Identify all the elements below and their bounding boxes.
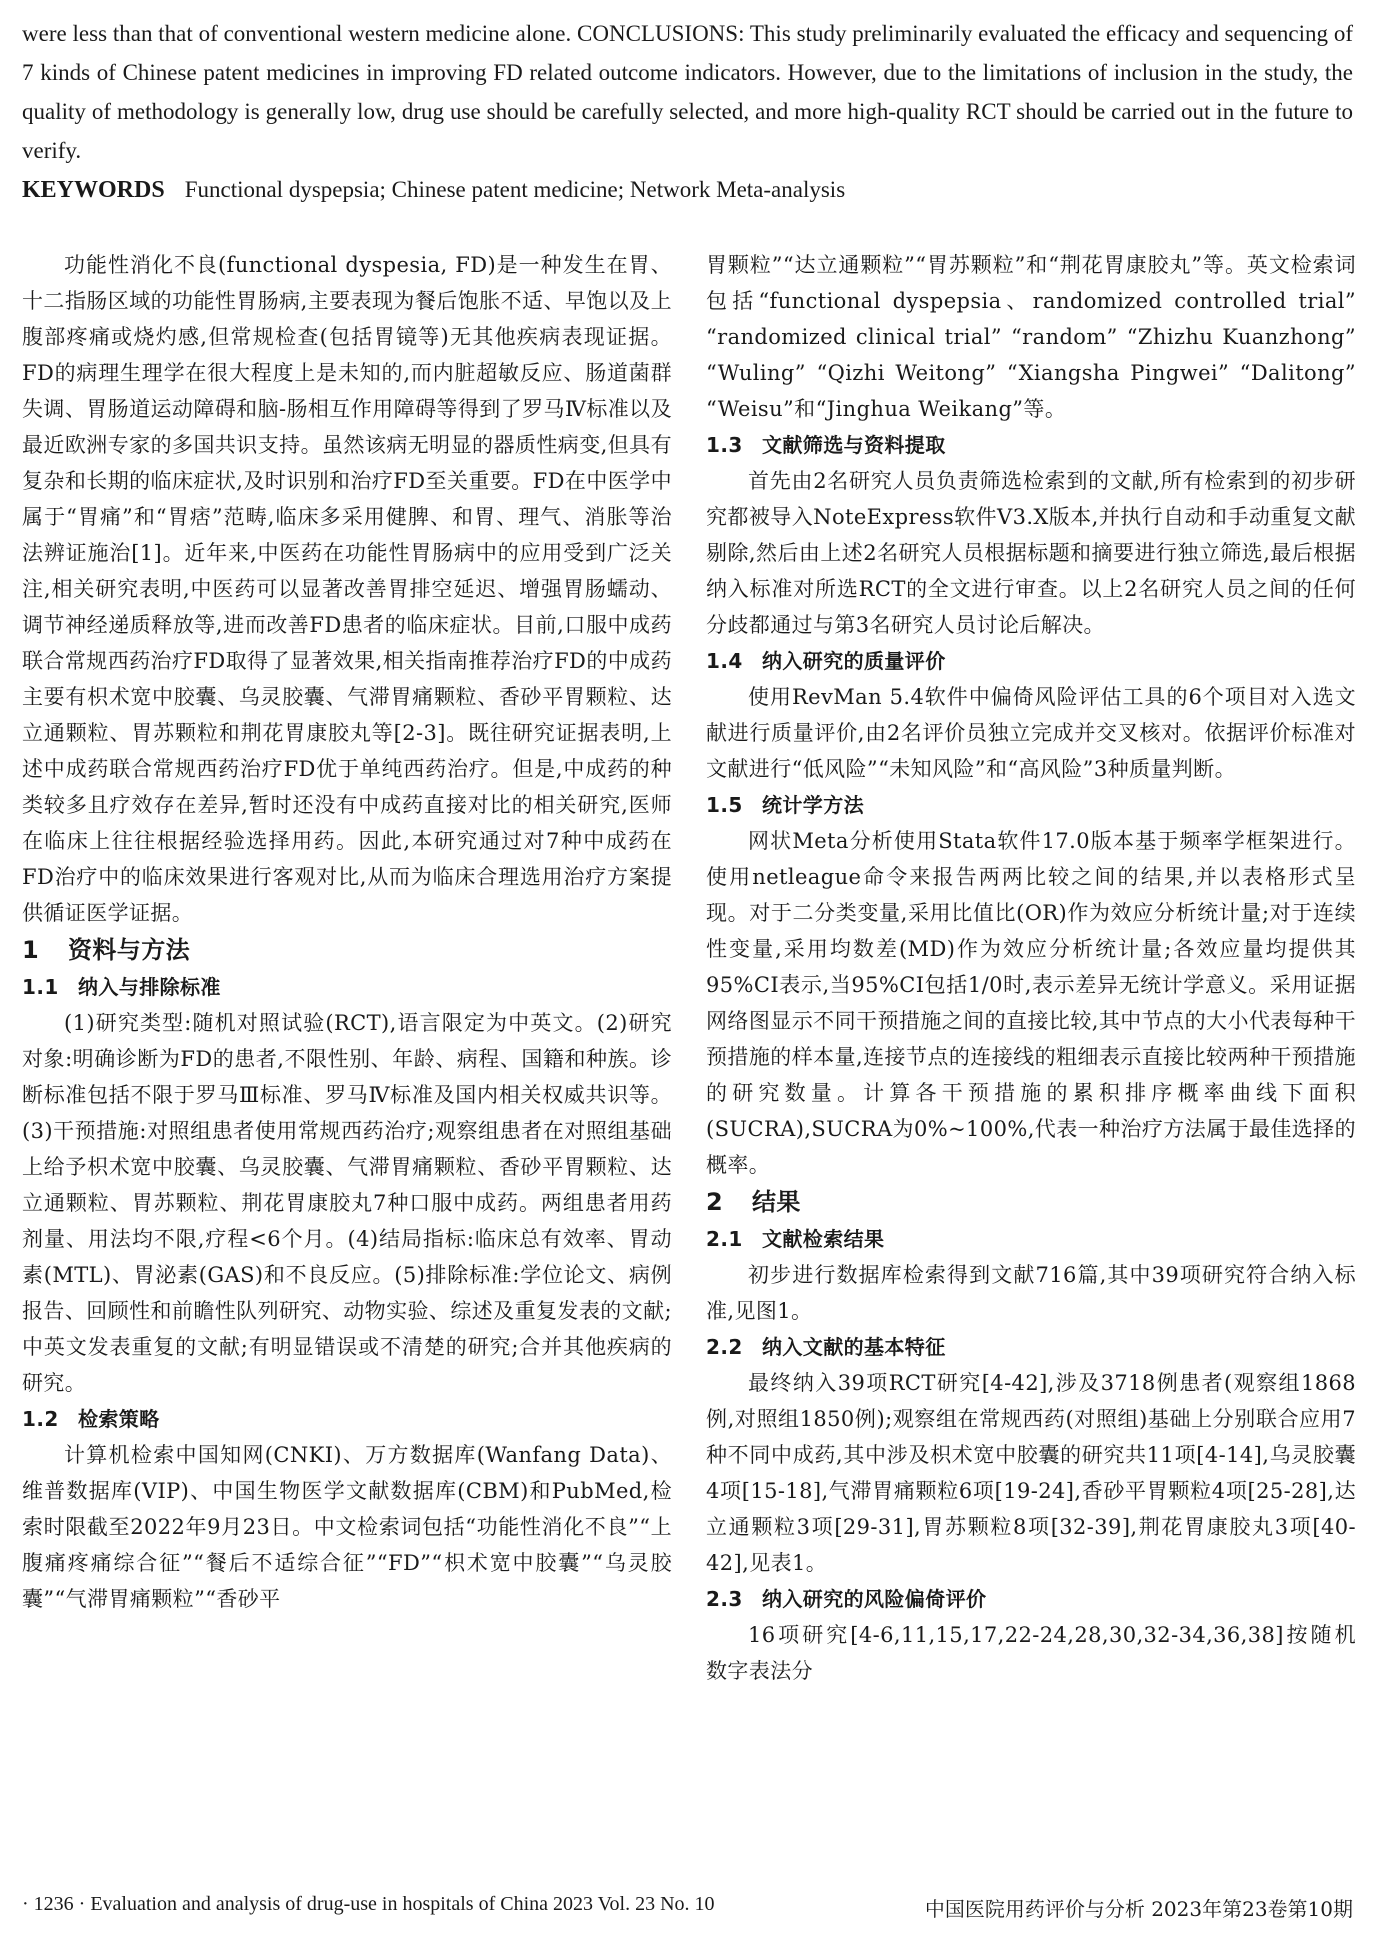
section-2-1-heading: 2.1 文献检索结果 xyxy=(706,1227,885,1251)
section-1-1-heading: 1.1 纳入与排除标准 xyxy=(22,975,221,999)
section-2-2-heading: 2.2 纳入文献的基本特征 xyxy=(706,1335,946,1359)
section-1-5-heading: 1.5 统计学方法 xyxy=(706,793,864,817)
section-1-2-continued: 胃颗粒”“达立通颗粒”“胃苏颗粒”和“荆花胃康胶丸”等。英文检索词包括“functional dyspepsia、randomized controlled trial” “randomized clinical trial” “random” “Zhizhu Kuanzhong” “Wuling” “Qizhi Weitong” “Xiangsha Pingwei” “Dalitong” “Weisu”和“Jinghua Weikang”等。 xyxy=(706,253,1356,421)
section-1-2-heading: 1.2 检索策略 xyxy=(22,1407,160,1431)
section-2-2-text: 最终纳入39项RCT研究[4-42],涉及3718例患者(观察组1868例,对照组1850例);观察组在常规西药(对照组)基础上分别联合应用7种不同中成药,其中涉及枳术宽中胶囊的研究共11项[4-14],乌灵胶囊4项[15-18],气滞胃痛颗粒6项[19-24],香砂平胃颗粒4项[25-28],达立通颗粒3项[29-31],胃苏颗粒8项[32-39],荆花胃康胶丸3项[40-42],见表1。 xyxy=(706,1371,1356,1575)
keywords-line xyxy=(22,170,1353,210)
section-1-4-heading: 1.4 纳入研究的质量评价 xyxy=(706,649,946,673)
footer-right: 中国医院用药评价与分析 2023年第23卷第10期 xyxy=(924,1897,1353,1921)
page-footer xyxy=(22,1893,1353,1923)
section-2-3-text: 16项研究[4-6,11,15,17,22-24,28,30,32-34,36,38]按随机数字表法分 xyxy=(706,1623,1356,1683)
section-1-5-text: 网状Meta分析使用Stata软件17.0版本基于频率学框架进行。使用netleague命令来报告两两比较之间的结果,并以表格形式呈现。对于二分类变量,采用比值比(OR)作为效应分析统计量;对于连续性变量,采用均数差(MD)作为效应分析统计量;各效应量均提供其95%CI表示,当95%CI包括1/0时,表示差异无统计学意义。采用证据网络图显示不同干预措施之间的直接比较,其中节点的大小代表每种干预措施的样本量,连接节点的连接线的粗细表示直接比较两种干预措施的研究数量。计算各干预措施的累积排序概率曲线下面积(SUCRA),SUCRA为0%~100%,代表一种治疗方法属于最佳选择的概率。 xyxy=(706,829,1356,1177)
section-2-1-text: 初步进行数据库检索得到文献716篇,其中39项研究符合纳入标准,见图1。 xyxy=(706,1263,1356,1323)
left-column xyxy=(22,247,672,1617)
abstract-text: were less than that of conventional western medicine alone. CONCLUSIONS: This study preliminarily evaluated the efficacy and sequencing of 7 kinds of Chinese patent medicines in improving FD related outcome indicators. However, due to the limitations of inclusion in the study, the quality of methodology is generally low, drug use should be carefully selected, and more high-quality RCT should be carried out in the future to verify. xyxy=(22,21,1353,163)
english-abstract xyxy=(22,14,1353,210)
section-1-heading: 1 资料与方法 xyxy=(22,936,190,964)
section-1-3-text: 首先由2名研究人员负责筛选检索到的文献,所有检索到的初步研究都被导入NoteExpress软件V3.X版本,并执行自动和手动重复文献剔除,然后由上述2名研究人员根据标题和摘要进行独立筛选,最后根据纳入标准对所选RCT的全文进行审查。以上2名研究人员之间的任何分歧都通过与第3名研究人员讨论后解决。 xyxy=(706,469,1356,637)
footer-left: · 1236 · Evaluation and analysis of drug-use in hospitals of China 2023 Vol. 23 No. 10 xyxy=(22,1893,715,1915)
section-1-2-text: 计算机检索中国知网(CNKI)、万方数据库(Wanfang Data)、维普数据库(VIP)、中国生物医学文献数据库(CBM)和PubMed,检索时限截至2022年9月23日。中文检索词包括“功能性消化不良”“上腹痛疼痛综合征”“餐后不适综合征”“FD”“枳术宽中胶囊”“乌灵胶囊”“气滞胃痛颗粒”“香砂平 xyxy=(22,1443,672,1611)
section-2-heading: 2 结果 xyxy=(706,1188,801,1216)
right-column xyxy=(706,247,1356,1689)
section-2-3-heading: 2.3 纳入研究的风险偏倚评价 xyxy=(706,1587,987,1611)
section-1-1-text: (1)研究类型:随机对照试验(RCT),语言限定为中英文。(2)研究对象:明确诊断为FD的患者,不限性别、年龄、病程、国籍和种族。诊断标准包括不限于罗马Ⅲ标准、罗马Ⅳ标准及国内相关权威共识等。(3)干预措施:对照组患者使用常规西药治疗;观察组患者在对照组基础上给予枳术宽中胶囊、乌灵胶囊、气滞胃痛颗粒、香砂平胃颗粒、达立通颗粒、胃苏颗粒、荆花胃康胶丸7种口服中成药。两组患者用药剂量、用法均不限,疗程<6个月。(4)结局指标:临床总有效率、胃动素(MTL)、胃泌素(GAS)和不良反应。(5)排除标准:学位论文、病例报告、回顾性和前瞻性队列研究、动物实验、综述及重复发表的文献;中英文发表重复的文献;有明显错误或不清楚的研究;合并其他疾病的研究。 xyxy=(22,1011,672,1395)
section-1-3-heading: 1.3 文献筛选与资料提取 xyxy=(706,433,946,457)
keywords-label: KEYWORDS xyxy=(22,177,165,203)
keywords-text: Functional dyspepsia; Chinese patent medicine; Network Meta-analysis xyxy=(184,177,846,202)
section-1-4-text: 使用RevMan 5.4软件中偏倚风险评估工具的6个项目对入选文献进行质量评价,由2名评价员独立完成并交叉核对。依据评价标准对文献进行“低风险”“未知风险”和“高风险”3种质量判断。 xyxy=(706,685,1356,781)
intro-paragraph: 功能性消化不良(functional dyspesia, FD)是一种发生在胃、十二指肠区域的功能性胃肠病,主要表现为餐后饱胀不适、早饱以及上腹部疼痛或烧灼感,但常规检查(包括胃镜等)无其他疾病表现证据。FD的病理生理学在很大程度上是未知的,而内脏超敏反应、肠道菌群失调、胃肠道运动障碍和脑-肠相互作用障碍等得到了罗马Ⅳ标准以及最近欧洲专家的多国共识支持。虽然该病无明显的器质性病变,但具有复杂和长期的临床症状,及时识别和治疗FD至关重要。FD在中医学中属于“胃痛”和“胃痞”范畴,临床多采用健脾、和胃、理气、消胀等治法辨证施治[1]。近年来,中医药在功能性胃肠病中的应用受到广泛关注,相关研究表明,中医药可以显著改善胃排空延迟、增强胃肠蠕动、调节神经递质释放等,进而改善FD患者的临床症状。目前,口服中成药联合常规西药治疗FD取得了显著效果,相关指南推荐治疗FD的中成药主要有枳术宽中胶囊、乌灵胶囊、气滞胃痛颗粒、香砂平胃颗粒、达立通颗粒、胃苏颗粒和荆花胃康胶丸等[2-3]。既往研究证据表明,上述中成药联合常规西药治疗FD优于单纯西药治疗。但是,中成药的种类较多且疗效存在差异,暂时还没有中成药直接对比的相关研究,医师在临床上往往根据经验选择用药。因此,本研究通过对7种中成药在FD治疗中的临床效果进行客观对比,从而为临床合理选用治疗方案提供循证医学证据。 xyxy=(22,253,672,925)
